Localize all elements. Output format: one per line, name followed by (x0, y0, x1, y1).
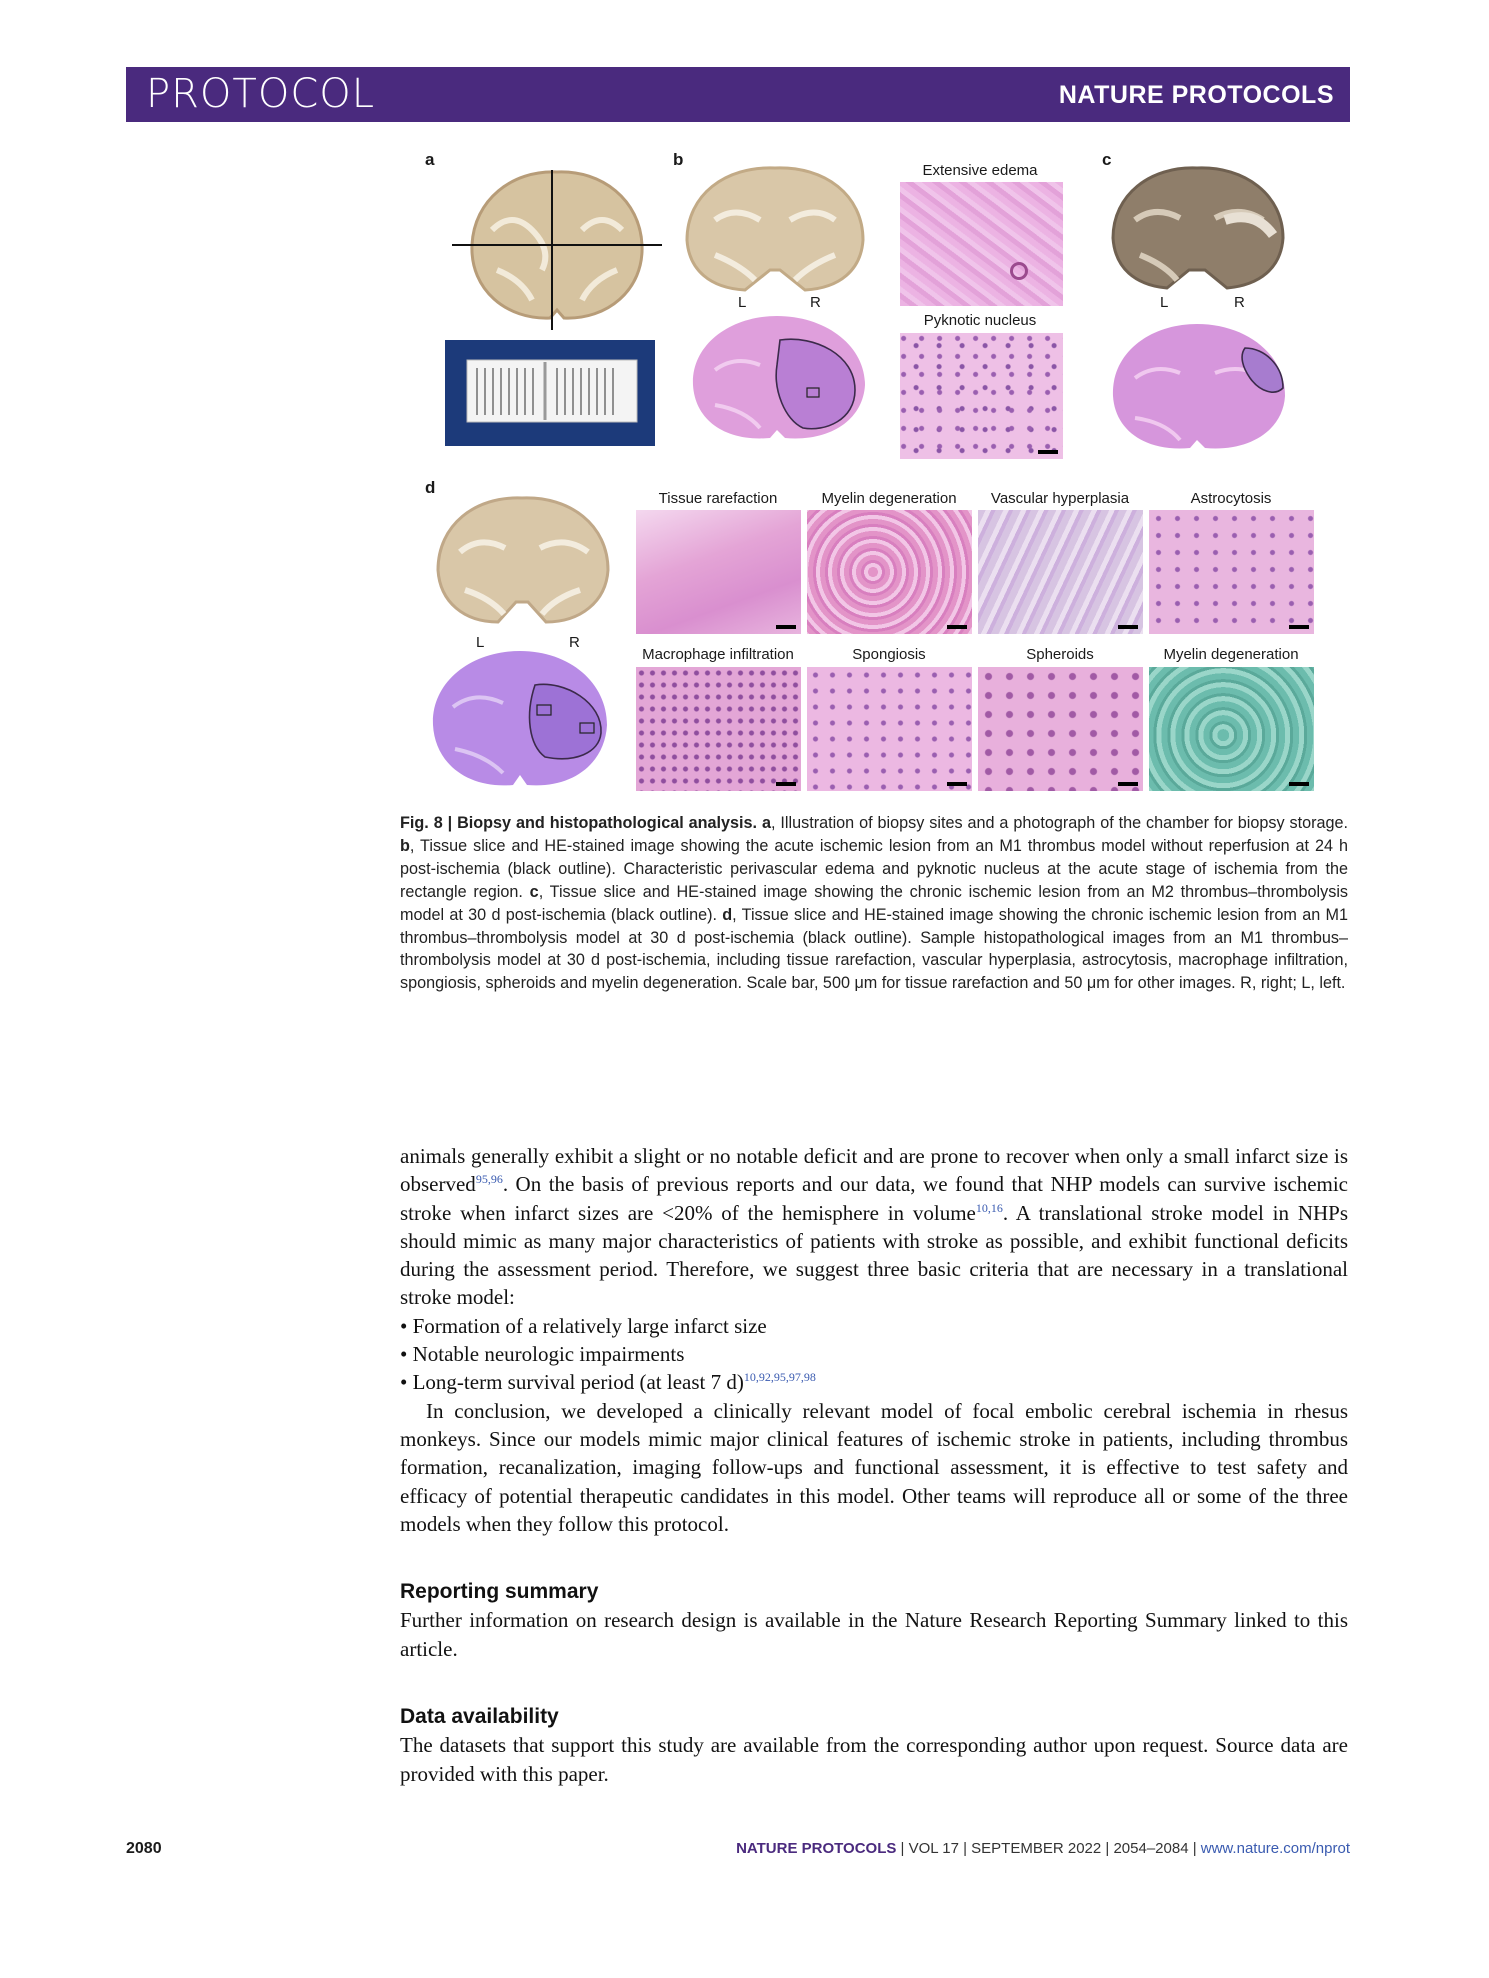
image-myelin-degeneration (807, 510, 972, 634)
panel-label-d: d (425, 478, 436, 497)
bullet-3 (400, 1368, 1348, 1396)
figure-8 (0, 0, 1489, 800)
panel-c-right-marker: R (1234, 294, 1245, 311)
heading-data-availability: Data availability (400, 1705, 559, 1729)
bullet-3-text: • Long-term survival period (at least 7 d) (400, 1370, 744, 1395)
panel-d-right-marker: R (569, 634, 580, 651)
panel-d-left-marker: L (476, 634, 485, 651)
image-extensive-edema (900, 182, 1063, 306)
image-vascular-hyperplasia (978, 510, 1143, 634)
footer-citation (736, 1840, 1350, 1857)
caption-letter-c: c (529, 882, 539, 901)
label-myelin-degeneration: Myelin degeneration (821, 490, 957, 507)
footer-journal: NATURE PROTOCOLS (736, 1840, 897, 1857)
biopsy-site-illustration (452, 160, 662, 330)
bullet-2: • Notable neurologic impairments (400, 1342, 685, 1367)
image-astrocytosis (1149, 510, 1314, 634)
heading-reporting-summary: Reporting summary (400, 1580, 599, 1604)
panel-label-a: a (425, 150, 435, 169)
image-pyknotic-nucleus (900, 333, 1063, 459)
section-label: PROTOCOL (146, 71, 376, 117)
caption-c-text: , Tissue slice and HE-stained image showing the chronic ischemic lesion from an M2 thrombus–thrombolysis model at 30 d post-ischemia (black outline). (400, 882, 1349, 924)
bullet-1: • Formation of a relatively large infarct size (400, 1313, 767, 1338)
label-tissue-rarefaction: Tissue rarefaction (658, 490, 778, 507)
panel-c-he-section (1105, 318, 1290, 456)
caption-letter-d: d (722, 905, 733, 924)
label-extensive-edema: Extensive edema (922, 162, 1038, 179)
label-vascular-hyperplasia: Vascular hyperplasia (990, 490, 1130, 507)
panel-label-b: b (673, 150, 684, 169)
label-macrophage-infiltration: Macrophage infiltration (642, 646, 794, 663)
paragraph-1 (400, 1142, 1348, 1312)
label-pyknotic-nucleus: Pyknotic nucleus (923, 312, 1037, 329)
ref-10-16[interactable]: 10,16 (975, 1200, 1003, 1215)
label-astrocytosis: Astrocytosis (1190, 490, 1272, 507)
panel-b-he-section (685, 310, 870, 445)
label-spongiosis: Spongiosis (852, 646, 926, 663)
caption-a-text: , Illustration of biopsy sites and a photograph of the chamber for biopsy storage. (770, 814, 1348, 832)
panel-b-left-marker: L (738, 294, 747, 311)
p1-text-b: . On the basis of previous reports and our data, we found that NHP models can survive ischemic stroke when infarct sizes are <20% of the hemisphere in volume (400, 1172, 1348, 1225)
panel-c-left-marker: L (1160, 294, 1169, 311)
p1-text-c: . A translational stroke model in NHPs should mimic as many major characteristics of patients with stroke as possible, and exhibit functional deficits during the assessment period. Therefore, we suggest three basic criteria that are necessary in a translational stroke model: (400, 1200, 1348, 1310)
data-availability-text: The datasets that support this study are available from the corresponding author upon request. Source data are provided with this paper. (400, 1733, 1348, 1786)
panel-b-tissue-slice (675, 160, 875, 295)
footer-url[interactable]: www.nature.com/nprot (1200, 1840, 1350, 1857)
caption-letter-b: b (400, 836, 410, 855)
label-spheroids: Spheroids (1026, 646, 1094, 663)
p1-text-a: animals generally exhibit a slight or no notable deficit and are prone to recover when only a small infarct size is observed (400, 1144, 1348, 1197)
caption-letter-a: a (761, 814, 771, 832)
panel-d-tissue-slice (430, 490, 615, 630)
panel-b-right-marker: R (810, 294, 821, 311)
reporting-summary-text: Further information on research design is available in the Nature Research Reporting Summary linked to this article. (400, 1608, 1348, 1661)
image-spongiosis (807, 667, 972, 791)
page-number: 2080 (126, 1840, 162, 1857)
paragraph-2: In conclusion, we developed a clinically relevant model of focal embolic cerebral ischemia in rhesus monkeys. Since our models mimic major clinical features of ischemic stroke in patients, including thrombus formation, recanalization, imaging follow-ups and functional assessment, it is effective to test safety and efficacy of potential therapeutic candidates in this model. Other teams will reproduce all or some of the three models when they follow this protocol. (400, 1398, 1348, 1536)
body-text (400, 1142, 1348, 1788)
image-macrophage-infiltration (636, 667, 801, 791)
caption-label: Fig. 8 | Biopsy and histopathological analysis. (400, 814, 758, 832)
panel-c-tissue-slice (1105, 160, 1290, 295)
biopsy-chamber-photo (445, 340, 655, 446)
panel-d-he-section (425, 645, 615, 793)
journal-title: NATURE PROTOCOLS (1058, 81, 1334, 109)
caption-b-text: , Tissue slice and HE-stained image showing the acute ischemic lesion from an M1 thrombus model without reperfusion at 24 h post-ischemia (black outline). Characteristic perivascular edema and pyknotic nucleus at the acute stage of ischemia from the rectangle region. (400, 836, 1348, 901)
image-spheroids (978, 667, 1143, 791)
ref-95-96[interactable]: 95,96 (475, 1172, 503, 1187)
footer-volume: | VOL 17 | SEPTEMBER 2022 | 2054–2084 | (896, 1840, 1201, 1857)
ref-bullet-3[interactable]: 10,92,95,97,98 (743, 1370, 816, 1385)
caption-d-text: , Tissue slice and HE-stained image showing the chronic ischemic lesion from an M1 thrombus–thrombolysis model at 30 d post-ischemia (black outline). Sample histopathological images from an M1 thrombus–thrombolysis model at 30 d post-ischemia, including tissue rarefaction, vascular hyperplasia, astrocytosis, macrophage infiltration, spongiosis, spheroids and myelin degeneration. Scale bar, 500 μm for tissue rarefaction and 50 μm for other images. R, right; L, left. (400, 905, 1348, 993)
scale-bar (1038, 450, 1058, 454)
figure-caption (400, 812, 1348, 995)
image-tissue-rarefaction (636, 510, 801, 634)
image-myelin-degeneration-lfb (1149, 667, 1314, 791)
panel-label-c: c (1102, 150, 1112, 169)
label-myelin-degeneration-lfb: Myelin degeneration (1163, 646, 1299, 663)
